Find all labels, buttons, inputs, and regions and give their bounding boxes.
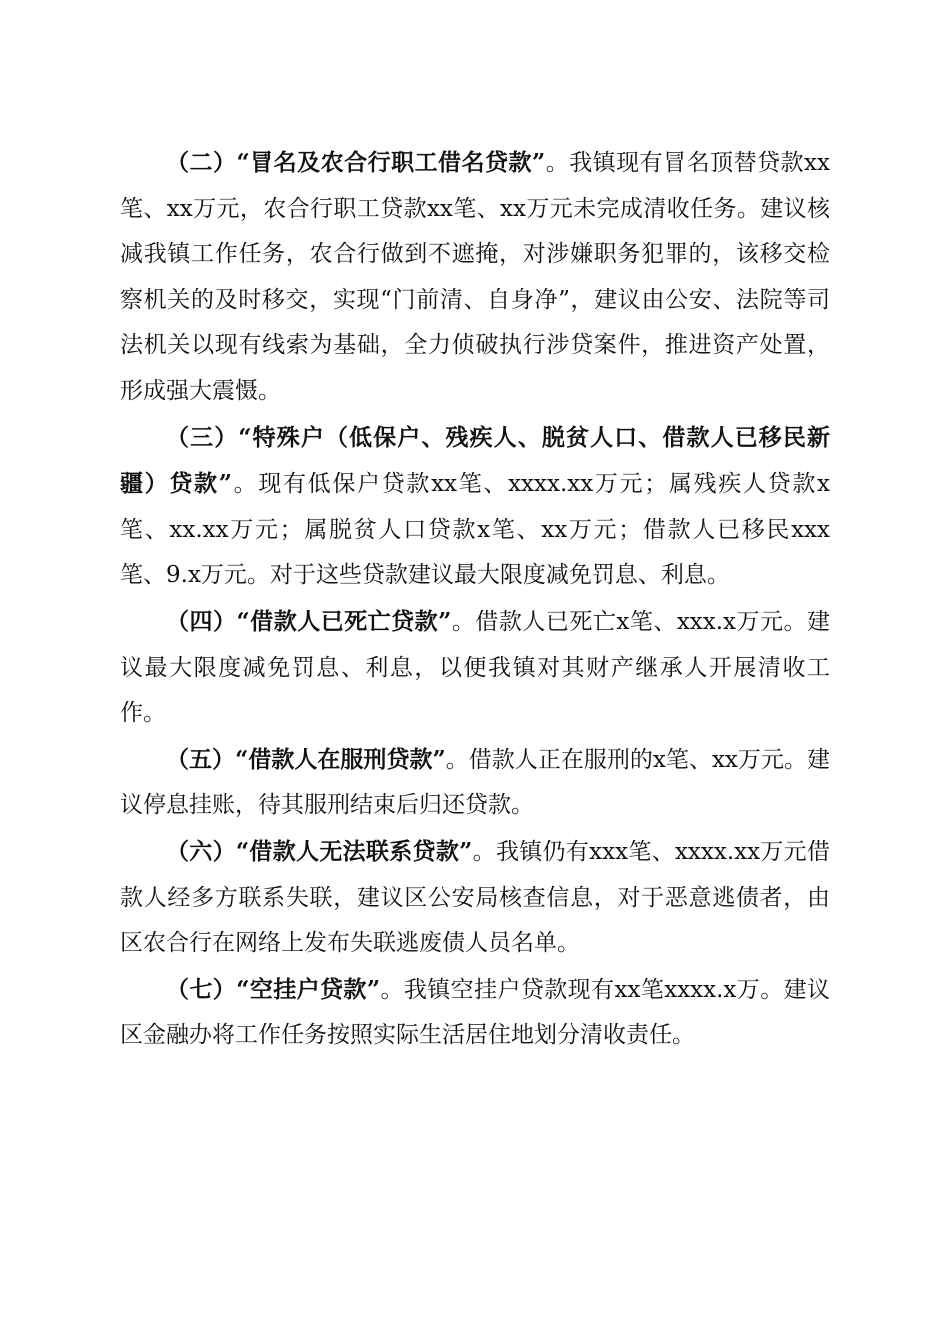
paragraph-heading: （五）“借款人在服刑贷款”	[166, 745, 446, 773]
paragraph-heading: （二）“冒名及农合行职工借名贷款”	[166, 149, 546, 176]
paragraph-text: 。借款人已死亡x笔、xxx.x万元。建议最大限度减免罚息、利息，以便我镇对其财产继承人开展清收工作。	[120, 608, 830, 727]
paragraph-7	[120, 967, 830, 1059]
paragraph-heading: （七）“空挂户贷款”	[166, 975, 381, 1003]
paragraph-text: 。我镇现有冒名顶替贷款xx笔、xx万元，农合行职工贷款xx笔、xx万元未完成清收任务。建议核减我镇工作任务，农合行做到不遮掩，对涉嫌职务犯罪的，该移交检察机关的及时移交，实现“门前清、自身净”，建议由公安、法院等司法机关以现有线索为基础，全力侦破执行涉贷案件，推进资产处置，形成强大震慑。	[120, 150, 830, 404]
paragraph-text: 。借款人正在服刑的x笔、xx万元。建议停息挂账，待其服刑结束后归还贷款。	[120, 746, 830, 819]
paragraph-text: 。现有低保户贷款xx笔、xxxx.xx万元；属残疾人贷款x笔、xx.xx万元；属脱贫人口贷款x笔、xx万元；借款人已移民xxx笔、9.x万元。对于这些贷款建议最大限度减免罚息、利息。	[120, 471, 830, 589]
paragraph-6	[120, 829, 830, 967]
paragraph-2	[120, 140, 830, 415]
paragraph-5	[120, 737, 830, 829]
document-body	[120, 140, 830, 1059]
paragraph-heading: （三）“特殊户（低保户、残疾人、脱贫人口、借款人已移民新疆）贷款”	[120, 423, 830, 498]
paragraph-text: 。我镇仍有xxx笔、xxxx.xx万元借款人经多方联系失联，建议区公安局核查信息，对于恶意逃债者，由区农合行在网络上发布失联逃废债人员名单。	[120, 838, 830, 957]
paragraph-text: 。我镇空挂户贷款现有xx笔xxxx.x万。建议区金融办将工作任务按照实际生活居住地划分清收责任。	[120, 976, 831, 1049]
paragraph-3	[120, 415, 830, 599]
paragraph-4	[120, 599, 830, 737]
paragraph-heading: （六）“借款人无法联系贷款”	[166, 837, 473, 865]
paragraph-heading: （四）“借款人已死亡贷款”	[166, 607, 452, 635]
